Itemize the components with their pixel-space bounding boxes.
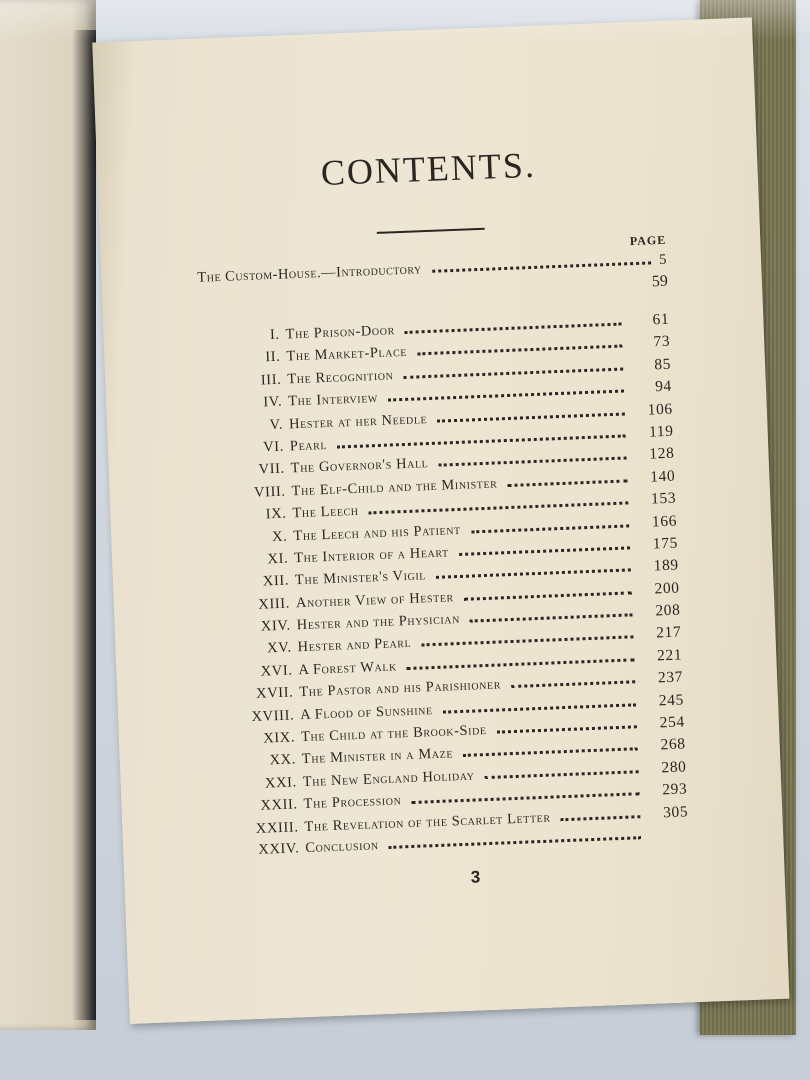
- chapter-page: [649, 837, 689, 839]
- leader-dots: [464, 591, 632, 600]
- chapter-page: 200: [654, 579, 680, 598]
- chapter-number: XVIII.: [251, 707, 295, 725]
- chapter-title: The Child at the Brook-Side: [300, 722, 487, 746]
- chapter-title: Hester and the Physician: [296, 611, 461, 634]
- page-number: 3: [470, 867, 481, 888]
- leader-dots: [511, 681, 635, 689]
- chapter-number: I.: [269, 326, 280, 344]
- chapter-title: A Flood of Sunshine: [299, 701, 433, 723]
- chapter-title: Pearl: [289, 436, 328, 455]
- chapter-title: Hester and Pearl: [297, 635, 412, 656]
- intro-page: 5: [658, 251, 668, 269]
- leader-dots: [432, 261, 652, 272]
- chapter-number: XXII.: [260, 796, 298, 814]
- chapter-title: The Interior of a Heart: [293, 544, 450, 567]
- chapter-number: XVI.: [260, 662, 293, 680]
- leader-dots: [417, 345, 622, 356]
- chapter-title: The Market-Place: [286, 344, 408, 365]
- page-column-label: PAGE: [629, 232, 667, 249]
- chapter-number: XV.: [266, 639, 292, 657]
- first-chapter-page: 59: [651, 272, 669, 291]
- chapter-title: The Interview: [287, 390, 379, 410]
- leader-dots: [405, 323, 622, 334]
- chapter-page: 140: [649, 467, 676, 486]
- chapter-number: VI.: [262, 438, 285, 456]
- leader-dots: [497, 725, 637, 733]
- chapter-number: XVII.: [255, 684, 294, 703]
- chapter-number: XIX.: [262, 729, 296, 747]
- chapter-page: 73: [653, 333, 671, 351]
- chapter-title: The Prison-Door: [285, 322, 396, 343]
- contents-block: [193, 139, 691, 898]
- chapter-title: The Leech: [292, 502, 359, 522]
- chapter-number: VIII.: [253, 483, 286, 501]
- chapter-number: IV.: [263, 393, 283, 411]
- leader-dots: [436, 569, 631, 579]
- leader-dots: [403, 367, 623, 378]
- leader-dots: [369, 502, 629, 515]
- chapter-title: A Forest Walk: [298, 658, 398, 679]
- chapter-number: V.: [269, 416, 284, 433]
- chapter-page: 245: [658, 691, 685, 710]
- intro-title: The Custom-House.—Introductory: [197, 261, 422, 286]
- title-rule: [377, 228, 485, 234]
- leader-dots: [507, 479, 627, 487]
- chapter-number: XXIV.: [258, 840, 300, 858]
- chapter-number: XI.: [267, 550, 289, 568]
- chapter-number: XII.: [262, 572, 290, 590]
- chapter-page: 153: [650, 489, 677, 508]
- chapter-list: [199, 311, 689, 866]
- chapter-title: The Minister in a Maze: [301, 745, 454, 768]
- chapter-number: XXI.: [264, 774, 298, 792]
- leader-dots: [389, 836, 641, 849]
- chapter-number: XX.: [269, 751, 297, 769]
- leader-dots: [388, 390, 624, 402]
- chapter-page: 85: [653, 355, 672, 374]
- chapter-page: 237: [657, 668, 684, 687]
- chapter-page: 106: [647, 400, 674, 419]
- chapter-number: XIV.: [260, 617, 292, 635]
- chapter-title: The New England Holiday: [302, 767, 475, 790]
- chapter-title: Hester at her Needle: [288, 410, 428, 432]
- chapter-number: IX.: [265, 505, 287, 523]
- leader-dots: [463, 748, 638, 758]
- chapter-page: 221: [656, 646, 683, 665]
- chapter-title: Conclusion: [305, 837, 380, 857]
- chapter-page: 208: [655, 601, 681, 620]
- chapter-title: Another View of Hester: [295, 588, 455, 611]
- leader-dots: [470, 613, 633, 622]
- chapter-page: 305: [662, 802, 689, 821]
- leader-dots: [485, 770, 639, 779]
- chapter-title: The Elf-Child and the Minister: [291, 475, 498, 500]
- chapter-number: XIII.: [258, 595, 291, 613]
- chapter-page: 217: [655, 623, 682, 642]
- chapter-title: The Minister's Vigil: [294, 567, 427, 589]
- leader-dots: [561, 815, 641, 821]
- chapter-title: The Procession: [303, 792, 402, 813]
- chapter-title: The Leech and his Patient: [293, 521, 462, 544]
- leader-dots: [459, 546, 630, 556]
- chapter-number: III.: [260, 371, 282, 389]
- chapter-page: 280: [661, 758, 687, 777]
- chapter-number: XXIII.: [255, 818, 299, 837]
- leader-dots: [421, 636, 633, 647]
- chapter-page: 175: [652, 534, 679, 553]
- leader-dots: [437, 412, 625, 422]
- leader-dots: [411, 792, 639, 804]
- chapter-page: 61: [652, 310, 670, 329]
- chapter-title: The Governor's Hall: [290, 455, 429, 477]
- leader-dots: [407, 658, 635, 670]
- chapter-title: The Recognition: [286, 367, 394, 388]
- leader-dots: [337, 434, 626, 448]
- chapter-page: 94: [654, 377, 673, 396]
- chapter-number: VII.: [258, 460, 286, 478]
- chapter-page: 166: [651, 512, 678, 531]
- book-gutter-shadow: [72, 30, 96, 1020]
- chapter-number: II.: [265, 349, 281, 366]
- chapter-page: 119: [648, 422, 674, 441]
- chapter-title: The Pastor and his Parishioner: [299, 676, 502, 701]
- chapter-page: 128: [649, 444, 675, 463]
- chapter-title: The Revelation of the Scarlet Letter: [304, 809, 551, 835]
- chapter-page: 268: [660, 735, 686, 754]
- chapter-page: 293: [661, 780, 688, 799]
- chapter-number: X.: [271, 528, 288, 545]
- chapter-page: 189: [653, 556, 680, 575]
- leader-dots: [443, 703, 636, 713]
- page-title: CONTENTS.: [320, 144, 537, 193]
- leader-dots: [471, 524, 629, 533]
- leader-dots: [438, 457, 626, 467]
- contents-page: [92, 17, 789, 1024]
- chapter-page: 254: [659, 713, 686, 732]
